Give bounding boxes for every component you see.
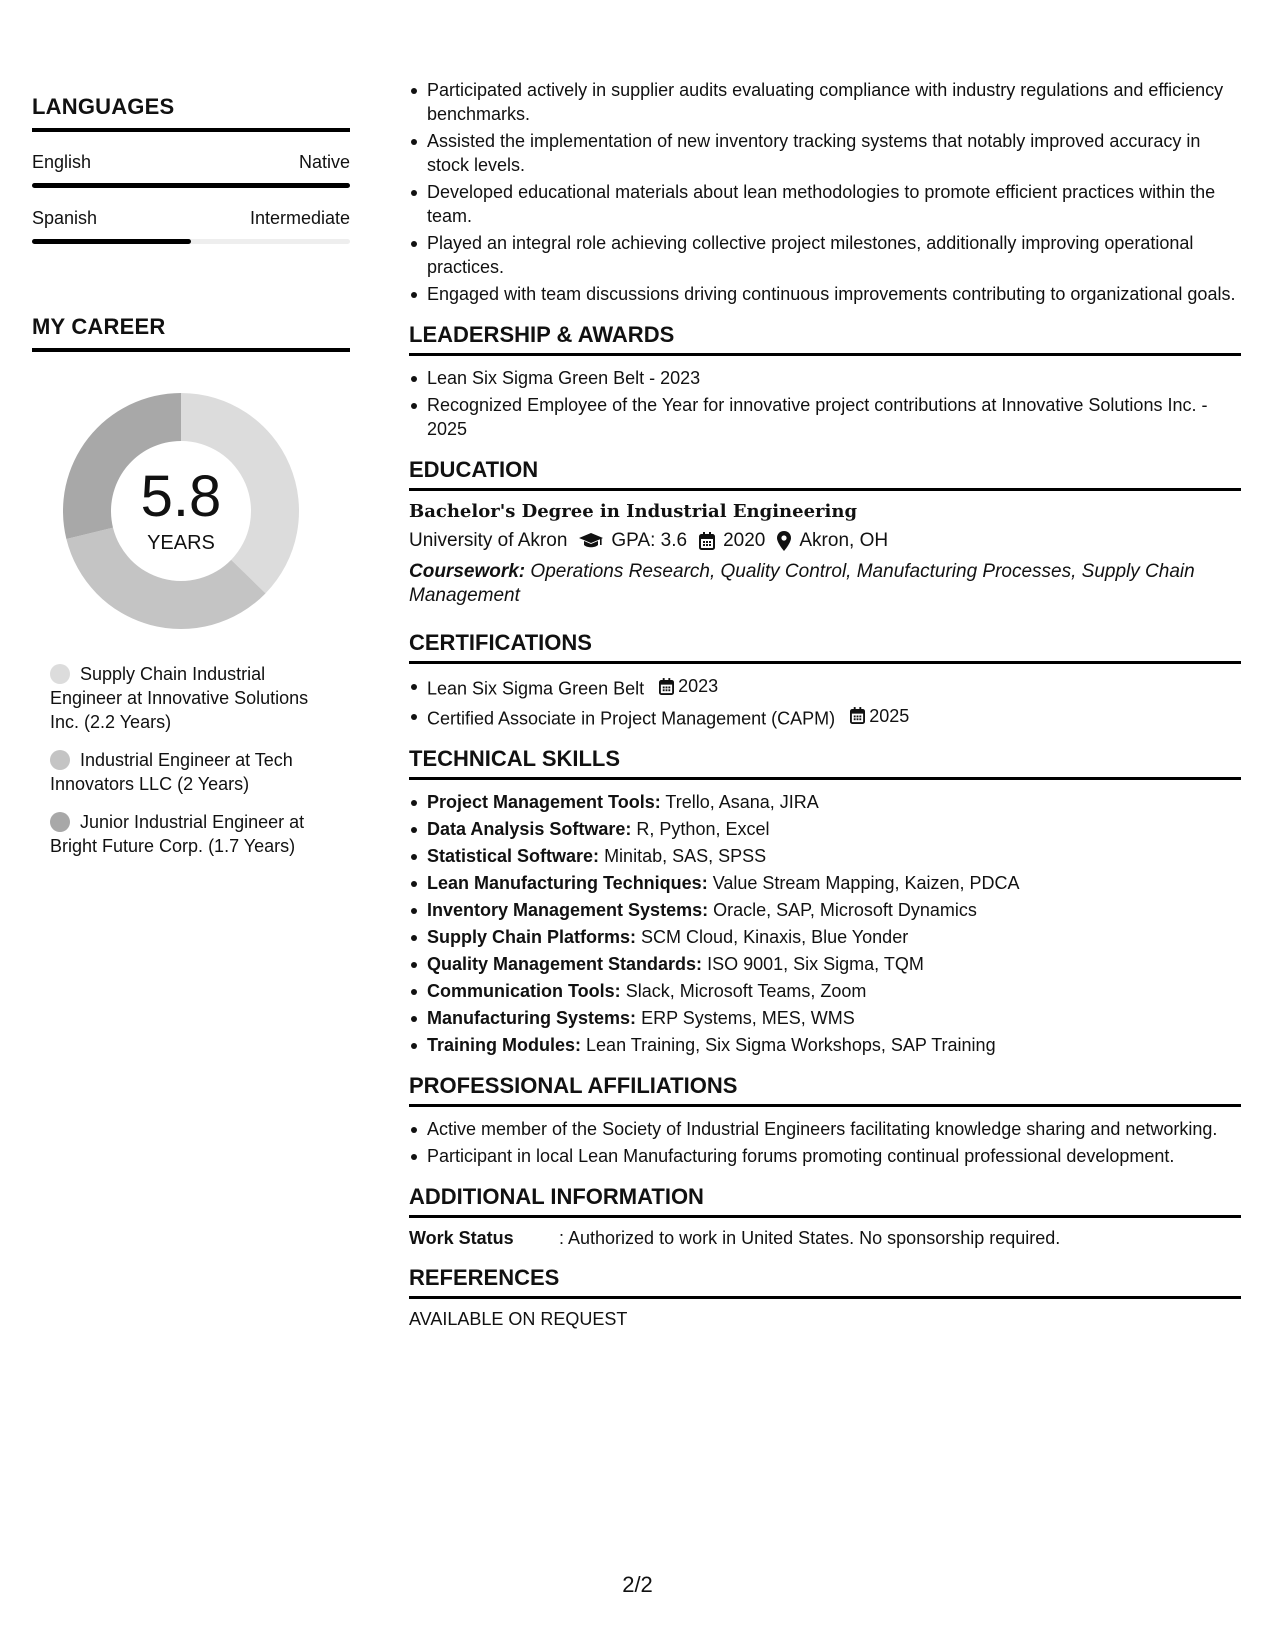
skill-item: [409, 1033, 1241, 1057]
education-school: University of Akron: [409, 530, 568, 551]
language-proficiency-bar: [32, 183, 350, 188]
skill-value: Lean Training, Six Sigma Workshops, SAP Training: [586, 1035, 996, 1055]
skill-value: ERP Systems, MES, WMS: [641, 1008, 855, 1028]
legend-label: Junior Industrial Engineer at Bright Future Corp. (1.7 Years): [50, 812, 305, 856]
legend-swatch: [50, 750, 70, 770]
career-total-years: 5.8: [140, 463, 222, 529]
affiliations-heading: PROFESSIONAL AFFILIATIONS: [409, 1073, 1241, 1107]
sidebar: [32, 94, 350, 872]
language-proficiency-fill: [32, 183, 350, 188]
languages-heading: LANGUAGES: [32, 94, 350, 132]
award-item: Lean Six Sigma Green Belt - 2023: [409, 366, 1241, 390]
skill-label: Project Management Tools:: [427, 792, 661, 812]
calendar-icon: [850, 707, 865, 724]
location-pin-icon: [777, 531, 791, 551]
main-content: [409, 78, 1241, 1330]
education-degree: Bachelor's Degree in Industrial Engineering: [409, 501, 858, 522]
certification-name: Lean Six Sigma Green Belt: [427, 678, 645, 699]
skill-value: Trello, Asana, JIRA: [665, 792, 819, 812]
experience-bullet-list: [409, 78, 1241, 306]
education-details: [409, 530, 1241, 552]
career-legend: [50, 662, 340, 858]
graduation-cap-icon: [579, 533, 603, 549]
language-name: Spanish: [32, 208, 98, 228]
language-name: English: [32, 152, 92, 172]
calendar-icon: [659, 678, 674, 695]
education-heading: EDUCATION: [409, 457, 1241, 491]
language-level: Native: [298, 152, 350, 172]
coursework-list: Operations Research, Quality Control, Manufacturing Processes, Supply Chain Management: [409, 561, 1195, 606]
certification-item: [409, 674, 1241, 701]
skill-label: Lean Manufacturing Techniques:: [427, 873, 708, 893]
experience-bullet: Developed educational materials about lean methodologies to promote efficient practices within the team.: [409, 180, 1241, 228]
experience-bullet: Played an integral role achieving collective project milestones, additionally improving operational practices.: [409, 231, 1241, 279]
career-donut-center: [56, 386, 306, 636]
language-proficiency-bar: [32, 239, 350, 244]
legend-label: Supply Chain Industrial Engineer at Innovative Solutions Inc. (2.2 Years): [50, 664, 309, 732]
certification-year: 2023: [678, 676, 719, 696]
skills-list: [409, 790, 1241, 1057]
affiliation-item: Participant in local Lean Manufacturing forums promoting continual professional development.: [409, 1144, 1241, 1168]
skill-label: Data Analysis Software:: [427, 819, 632, 839]
references-text: AVAILABLE ON REQUEST: [409, 1309, 628, 1329]
skill-value: R, Python, Excel: [636, 819, 770, 839]
language-item: [32, 152, 350, 188]
skill-label: Statistical Software:: [427, 846, 600, 866]
skill-value: Value Stream Mapping, Kaizen, PDCA: [712, 873, 1020, 893]
language-item: [32, 208, 350, 244]
skill-item: [409, 844, 1241, 868]
page-number: 2/2: [622, 1572, 653, 1597]
career-total-unit: YEARS: [147, 531, 215, 554]
skill-item: [409, 790, 1241, 814]
references-heading: REFERENCES: [409, 1265, 1241, 1299]
education-year: 2020: [723, 530, 766, 551]
legend-label: Industrial Engineer at Tech Innovators LLC (2 Years): [50, 750, 293, 794]
skill-item: [409, 1006, 1241, 1030]
legend-swatch: [50, 812, 70, 832]
skill-value: Slack, Microsoft Teams, Zoom: [625, 981, 867, 1001]
career-legend-item: [50, 748, 340, 796]
skill-item: [409, 898, 1241, 922]
career-donut-chart: [56, 386, 306, 636]
certification-name: Certified Associate in Project Management (CAPM): [427, 708, 836, 728]
skill-value: ISO 9001, Six Sigma, TQM: [707, 954, 924, 974]
awards-list: [409, 366, 1241, 441]
work-status-value: : Authorized to work in United States. No sponsorship required.: [559, 1228, 1061, 1248]
career-heading: MY CAREER: [32, 314, 350, 352]
skill-label: Quality Management Standards:: [427, 954, 703, 974]
skill-value: Minitab, SAS, SPSS: [604, 846, 767, 866]
career-legend-item: [50, 662, 340, 734]
experience-bullet: Participated actively in supplier audits evaluating compliance with industry regulations and efficiency benchmarks.: [409, 78, 1241, 126]
education-gpa: GPA: 3.6: [611, 530, 688, 551]
skill-label: Manufacturing Systems:: [427, 1008, 637, 1028]
certifications-list: [409, 674, 1241, 730]
coursework-label: Coursework:: [409, 561, 526, 582]
award-item: Recognized Employee of the Year for innovative project contributions at Innovative Solutions Inc. - 2025: [409, 393, 1241, 441]
education-location: Akron, OH: [799, 530, 889, 551]
language-level: Intermediate: [249, 208, 350, 228]
skill-label: Communication Tools:: [427, 981, 621, 1001]
technical-skills-heading: TECHNICAL SKILLS: [409, 746, 1241, 780]
skill-item: [409, 817, 1241, 841]
experience-bullet: Engaged with team discussions driving continuous improvements contributing to organizational goals.: [409, 282, 1241, 306]
experience-bullet: Assisted the implementation of new inventory tracking systems that notably improved accuracy in stock levels.: [409, 129, 1241, 177]
affiliations-list: [409, 1117, 1241, 1168]
work-status-row: [409, 1228, 1241, 1249]
work-status-label: Work Status: [409, 1228, 514, 1248]
education-coursework: [409, 560, 1241, 608]
certification-year: 2025: [869, 705, 910, 726]
certification-item: [409, 704, 1241, 731]
language-proficiency-fill: [32, 239, 191, 244]
skill-label: Training Modules:: [427, 1035, 582, 1055]
career-legend-item: [50, 810, 340, 858]
skill-label: Inventory Management Systems:: [427, 900, 709, 920]
certifications-heading: CERTIFICATIONS: [409, 630, 1241, 664]
skill-item: [409, 871, 1241, 895]
additional-info-heading: ADDITIONAL INFORMATION: [409, 1184, 1241, 1218]
skill-item: [409, 979, 1241, 1003]
calendar-icon: [699, 532, 715, 550]
skill-label: Supply Chain Platforms:: [427, 927, 637, 947]
skill-item: [409, 952, 1241, 976]
skill-value: SCM Cloud, Kinaxis, Blue Yonder: [641, 927, 909, 947]
skill-value: Oracle, SAP, Microsoft Dynamics: [713, 900, 977, 920]
legend-swatch: [50, 664, 70, 684]
skill-item: [409, 925, 1241, 949]
affiliation-item: Active member of the Society of Industrial Engineers facilitating knowledge sharing and networking.: [409, 1117, 1241, 1141]
awards-heading: LEADERSHIP & AWARDS: [409, 322, 1241, 356]
